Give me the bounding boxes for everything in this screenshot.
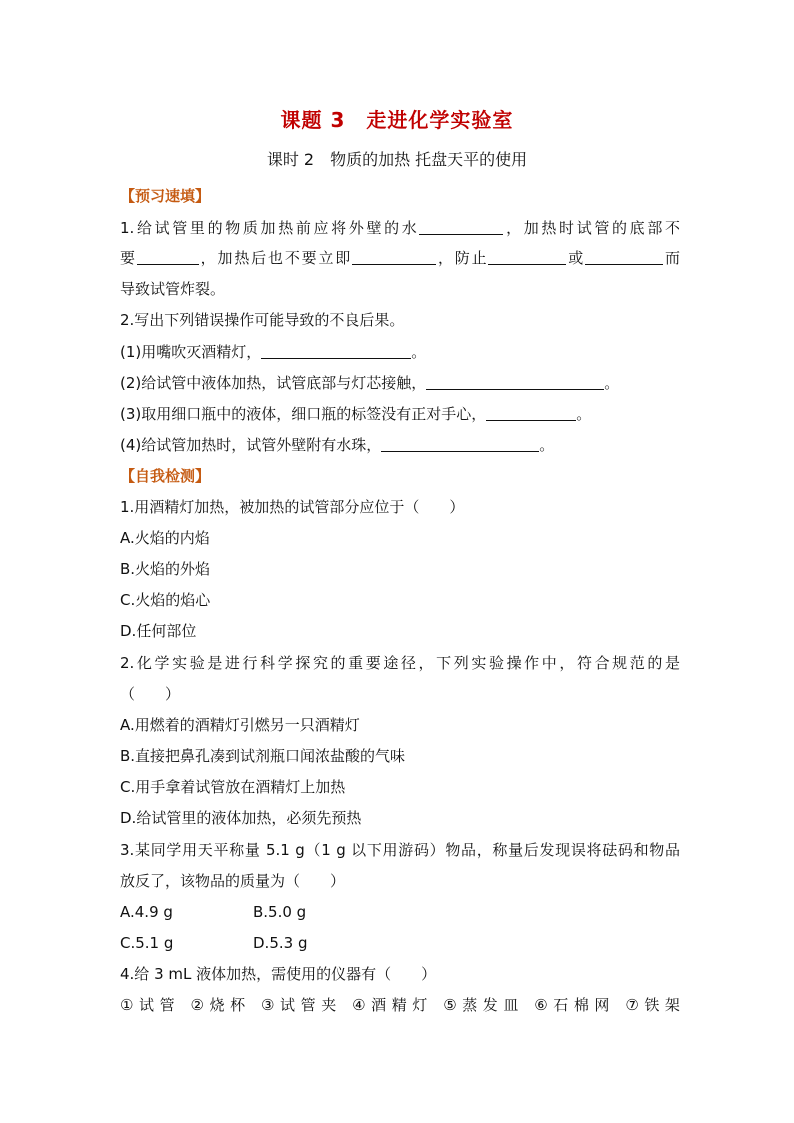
page-subtitle: 课时 2 物质的加热 托盘天平的使用 bbox=[266, 150, 528, 169]
q1-text: ，防止 bbox=[436, 249, 489, 267]
t4-item: ③试管夹 bbox=[261, 996, 342, 1014]
t4-item: ②烧杯 bbox=[190, 996, 251, 1014]
q1-text: 要 bbox=[120, 249, 137, 267]
q1-line1 bbox=[120, 218, 680, 238]
t2-option-c: C.用手拿着试管放在酒精灯上加热 bbox=[120, 778, 346, 796]
page-title: 课题 3 走进化学实验室 bbox=[280, 108, 514, 132]
t4-items bbox=[120, 995, 680, 1015]
t1-option-b: B.火焰的外焰 bbox=[120, 560, 211, 578]
t3-options-row2 bbox=[120, 933, 680, 953]
t4-stem: 4.给 3 mL 液体加热，需使用的仪器有（ ） bbox=[120, 965, 437, 983]
answer-blank[interactable] bbox=[426, 373, 604, 390]
q1-text: 或 bbox=[566, 249, 586, 267]
t3-stem-line1: 3.某同学用天平称量 5.1 g（1 g 以下用游码）物品，称量后发现误将砝码和物品 bbox=[120, 841, 680, 859]
section-preview-heading: 【预习速填】 bbox=[120, 187, 211, 205]
t1-option-a: A.火焰的内焰 bbox=[120, 529, 210, 547]
t2-option-a: A.用燃着的酒精灯引燃另一只酒精灯 bbox=[120, 716, 360, 734]
answer-blank[interactable] bbox=[585, 248, 663, 265]
q1-text: 1.给试管里的物质加热前应将外壁的水 bbox=[120, 219, 420, 237]
t4-item: ④酒精灯 bbox=[352, 996, 433, 1014]
t4-item: ⑥石棉网 bbox=[534, 996, 615, 1014]
t4-item: ①试管 bbox=[120, 996, 181, 1014]
t1-stem: 1.用酒精灯加热，被加热的试管部分应位于（ ） bbox=[120, 498, 465, 516]
q2-item-end: 。 bbox=[576, 405, 592, 423]
q2-item-end: 。 bbox=[411, 343, 427, 361]
q1-line3: 导致试管炸裂。 bbox=[120, 280, 226, 298]
q2-item-text: (3)取用细口瓶中的液体，细口瓶的标签没有正对手心， bbox=[120, 405, 487, 423]
q2-item3 bbox=[120, 404, 680, 424]
q1-line2 bbox=[120, 248, 680, 268]
answer-blank[interactable] bbox=[488, 248, 566, 265]
t2-stem-line2: （ ） bbox=[120, 685, 181, 703]
q1-text: ，加热后也不要立即 bbox=[198, 249, 353, 267]
t4-item: ⑤蒸发皿 bbox=[443, 996, 524, 1014]
q2-item2 bbox=[120, 373, 680, 393]
answer-blank[interactable] bbox=[381, 435, 539, 452]
t1-option-d: D.任何部位 bbox=[120, 622, 197, 640]
q2-item-end: 。 bbox=[604, 374, 620, 392]
t2-option-d: D.给试管里的液体加热，必须先预热 bbox=[120, 809, 362, 827]
section-selfcheck-heading: 【自我检测】 bbox=[120, 467, 211, 485]
t3-option-b: B.5.0 g bbox=[253, 903, 307, 921]
q1-text: 而 bbox=[663, 249, 680, 267]
t2-stem-line1: 2.化学实验是进行科学探究的重要途径，下列实验操作中，符合规范的是 bbox=[120, 654, 680, 672]
t2-option-b: B.直接把鼻孔凑到试剂瓶口闻浓盐酸的气味 bbox=[120, 747, 406, 765]
t1-option-c: C.火焰的焰心 bbox=[120, 591, 211, 609]
q2-item-text: (4)给试管加热时，试管外壁附有水珠， bbox=[120, 436, 382, 454]
q2-item-text: (2)给试管中液体加热，试管底部与灯芯接触， bbox=[120, 374, 427, 392]
answer-blank[interactable] bbox=[352, 248, 436, 265]
t4-item: ⑦铁架 bbox=[625, 996, 680, 1014]
t3-option-a: A.4.9 g bbox=[120, 903, 173, 921]
q2-item4 bbox=[120, 435, 680, 455]
q1-text: ，加热时试管的底部不 bbox=[503, 219, 680, 237]
t3-stem-line2: 放反了，该物品的质量为（ ） bbox=[120, 872, 346, 890]
q2-item-end: 。 bbox=[539, 436, 555, 454]
q2-item-text: (1)用嘴吹灭酒精灯， bbox=[120, 343, 262, 361]
q2-stem: 2.写出下列错误操作可能导致的不良后果。 bbox=[120, 311, 405, 329]
answer-blank[interactable] bbox=[486, 404, 576, 421]
t3-option-c: C.5.1 g bbox=[120, 934, 174, 952]
t3-options-row1 bbox=[120, 902, 680, 922]
q2-item1 bbox=[120, 342, 680, 362]
answer-blank[interactable] bbox=[261, 342, 411, 359]
t3-option-d: D.5.3 g bbox=[253, 934, 308, 952]
answer-blank[interactable] bbox=[419, 218, 503, 235]
answer-blank[interactable] bbox=[137, 248, 199, 265]
